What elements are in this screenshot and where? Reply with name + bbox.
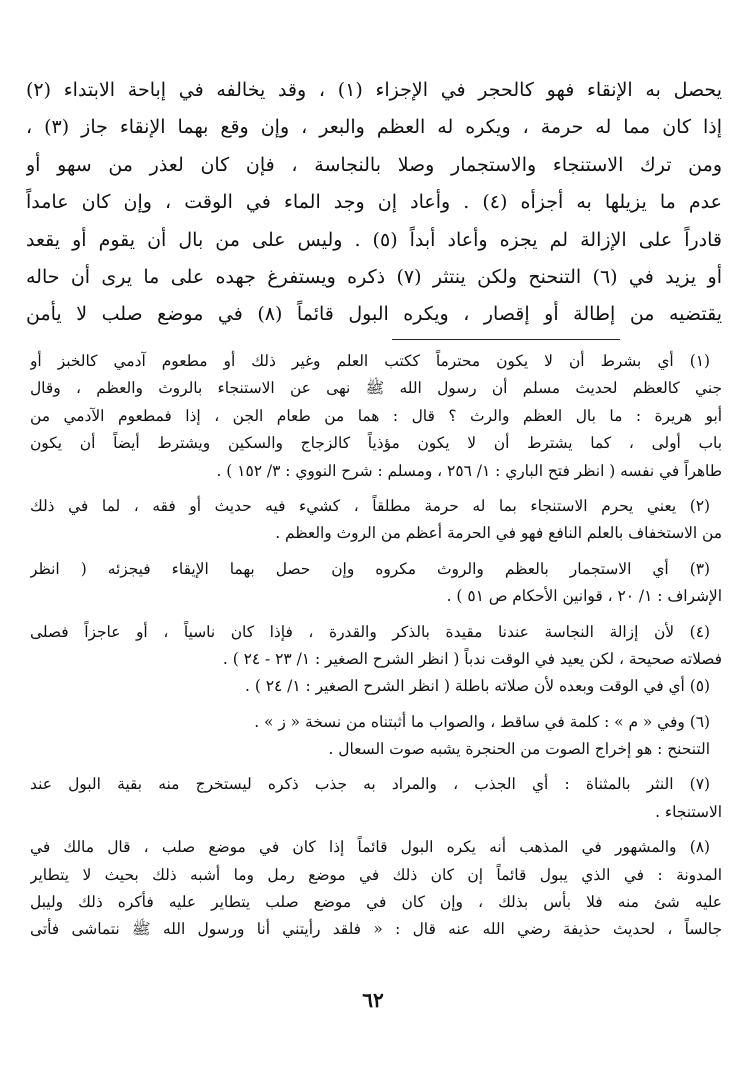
footnote-separator: [392, 339, 620, 340]
main-line: قادراً على الإزالة لم يجزه وأعاد أبداً (٥) . وليس على من بال أن يقوم أو يقعد: [26, 228, 722, 251]
footnote-line: باب أولى ، كما يشترط أن لا يكون مؤذياً كالزجاج والسكين ويشترط أيضاً أن يكون: [30, 434, 722, 453]
footnote-line: أبو هريرة : ما بال العظم والرث ؟ قال : هما من طعام الجن ، إذا فمطعوم الآدمي من: [30, 406, 722, 425]
footnote-line: (٥) أي في الوقت وبعده لأن صلاته باطلة ( انظر الشرح الصغير : ١/ ٢٤ ) .: [245, 677, 710, 696]
footnote-line: (١) أي بشرط أن لا يكون محترماً ككتب العلم وغير ذلك أو مطعوم آدمي كالخبز أو: [30, 352, 710, 370]
footnote-5: [30, 673, 722, 700]
footnote-line: الإشراف : ١/ ٢٠ ، قوانين الأحكام ص ٥١ ) .: [446, 587, 722, 606]
footnotes: [30, 348, 722, 944]
footnote-1: [30, 348, 722, 485]
footnote-line: (٣) أي الاستجمار بالعظم والروث مكروه وإن حصل بهما الإيقاء فيجزئه ( انظر: [30, 559, 710, 578]
footnote-line: (٨) والمشهور في المذهب أنه يكره البول قائماً إذا كان في موضع صلب ، قال مالك في: [30, 838, 711, 857]
main-line: أو يزيد في (٦) التنحنح ولكن ينتثر (٧) ذكره ويستفرغ جهده على ما يرى أن حاله: [26, 265, 722, 288]
footnote-8: [30, 834, 722, 944]
footnote-line: طاهراً في نفسه ( انظر فتح الباري : ١/ ٢٥٦ ، ومسلم : شرح النووي : ٣/ ١٥٢ ) .: [216, 461, 722, 480]
main-line: ومن ترك الاستنجاء والاستجمار وصلا بالنجاسة ، فإن كان لعذر من سهو أو: [26, 153, 722, 176]
footnote-line: (٤) لأن إزالة النجاسة عندنا مقيدة بالذكر والقدرة ، فإذا كان ناسياً ، أو عاجزاً فصلى: [30, 622, 710, 641]
footnote-line: (٧) النثر بالمثناة : أي الجذب ، والمراد به جذب ذكره ليستخرج منه بقية البول عند: [30, 775, 710, 794]
footnote-2: [30, 493, 722, 548]
footnote-4: [30, 619, 722, 674]
footnote-line: (٦) وفي « م » : كلمة في ساقط ، والصواب ما أثبتناه من نسخة « ز » .: [254, 712, 710, 731]
page-number: ٦٢: [362, 988, 384, 1012]
footnote-line: جني كالعظم لحديث مسلم أن رسول الله ﷺ نهى عن الاستنجاء بالروث والعظم ، وقال: [30, 379, 722, 398]
footnote-line: جالساً ، لحديث حذيفة رضي الله عنه قال : « فلقد رأيتني أنا ورسول الله ﷺ نتماشى فأتى: [30, 920, 722, 939]
footnote-line: (٢) يعني يحرم الاستنجاء بما له حرمة مطلقاً ، كشيء فيه حديث أو فقه ، لما في ذلك: [30, 496, 710, 515]
footnote-line: الاستنجاء .: [655, 802, 722, 821]
footnote-line: فصلاته صحيحة ، لكن يعيد في الوقت ندباً ( انظر الشرح الصغير : ١/ ٢٣ - ٢٤ ) .: [222, 649, 722, 668]
main-text: [26, 72, 722, 334]
footnote-line: المدونة : في الذي يبول قائماً إن كان ذلك في موضع رمل وما أشبه ذلك بحيث لا يتطاير: [30, 865, 722, 884]
main-line: يقتضيه من إطالة أو إقصار ، ويكره البول قائماً (٨) في موضع صلب لا يأمن: [26, 303, 722, 326]
footnote-7: [30, 771, 722, 826]
main-line: إذا كان مما له حرمة ، ويكره له العظم والبعر ، وإن وقع بهما الإنقاء جاز (٣) ،: [26, 116, 722, 139]
footnote-3: [30, 556, 722, 611]
footnote-line: من الاستخفاف بالعلم النافع فهو في الحرمة أعظم من الروث والعظم .: [275, 524, 722, 543]
main-line: عدم ما يزيلها به أجزأه (٤) . وأعاد إن وجد الماء في الوقت ، وإن كان عامداً: [26, 191, 722, 214]
footnote-line: عليه شئ منه فلا بأس بذلك ، وإن كان في موضع صلب يتطاير عليه فأكره ذلك وليبل: [30, 893, 722, 912]
main-line: يحصل به الإنقاء فهو كالحجر في الإجزاء (١) ، وقد يخالفه في إباحة الابتداء (٢): [26, 79, 722, 101]
footnote-line: التنحنح : هو إخراج الصوت من الحنجرة يشبه صوت السعال .: [328, 740, 710, 759]
footnote-6: [30, 709, 722, 764]
